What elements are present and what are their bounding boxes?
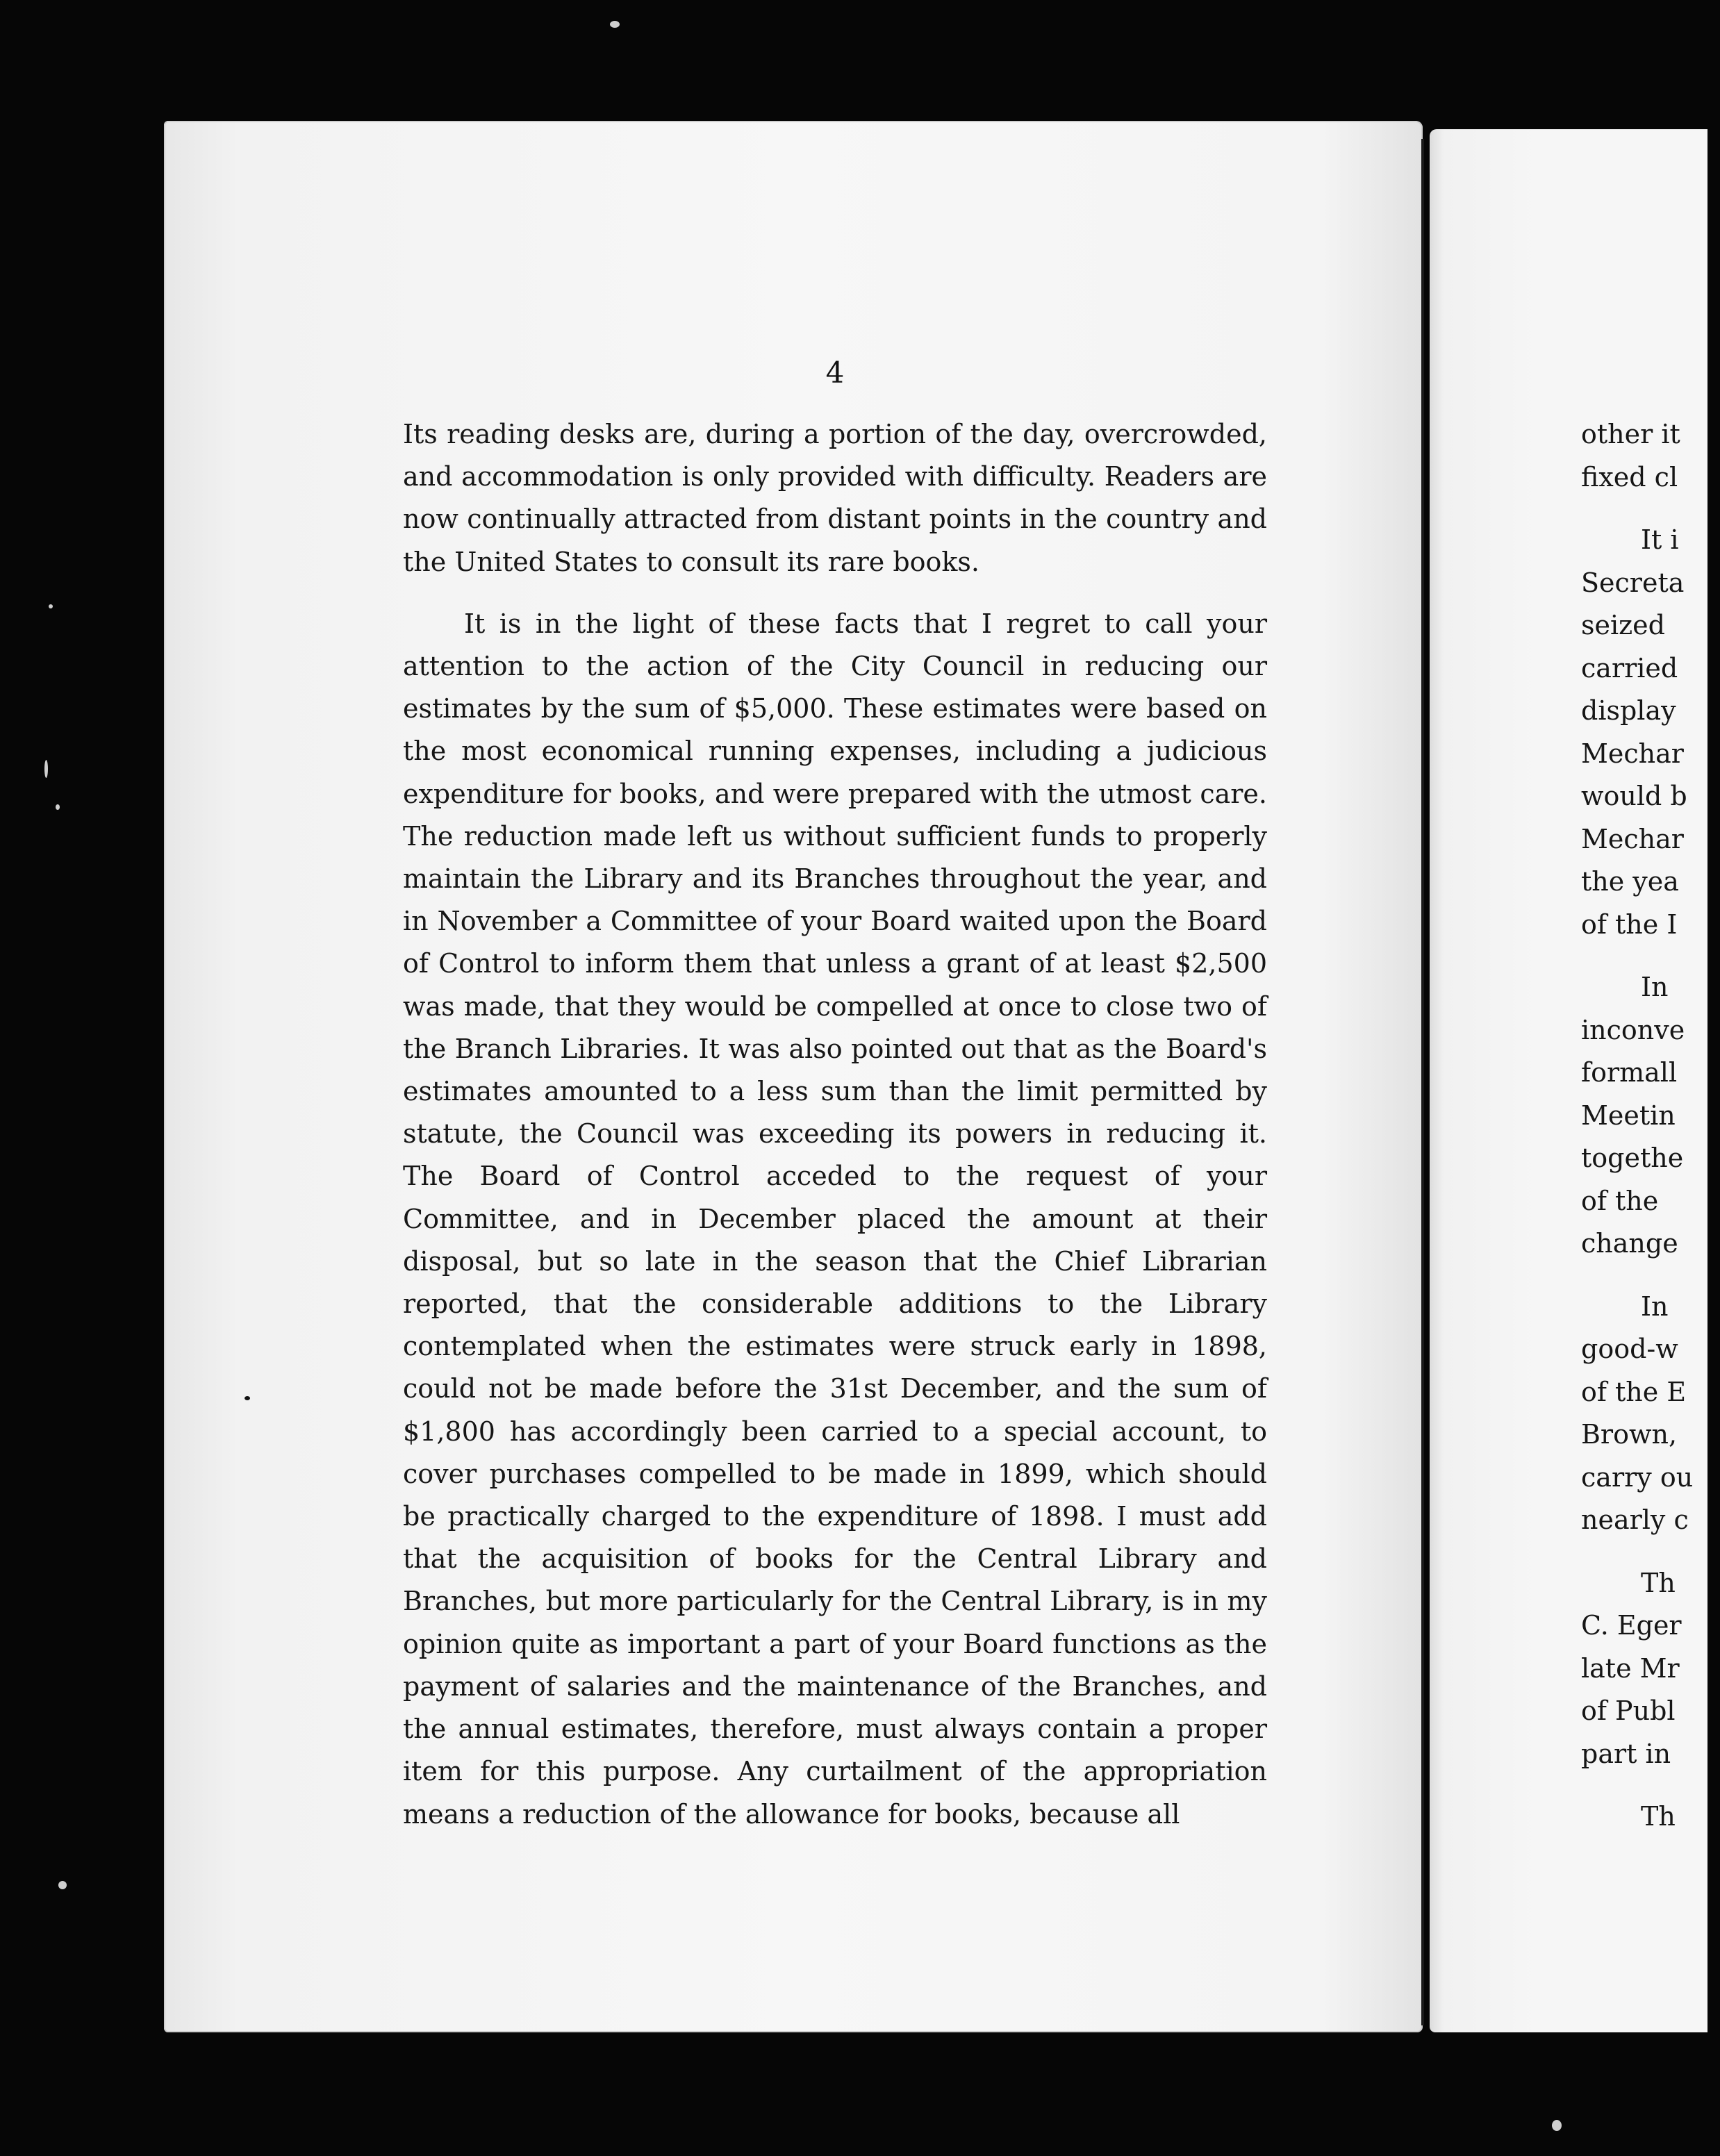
right-line: late Mr [1581,1652,1680,1684]
right-line: of the I [1581,909,1678,940]
right-line: Brown, [1581,1419,1678,1450]
left-page-body [403,413,1267,1836]
scan-speck [245,1396,250,1400]
right-line: good-w [1581,1334,1678,1364]
right-line: the yea [1581,866,1679,897]
right-line: of the E [1581,1376,1687,1407]
right-line: carry ou [1581,1461,1694,1493]
right-line: Mechar [1581,823,1684,854]
right-line: Th [1641,1567,1676,1598]
right-line: fixed cl [1581,461,1678,492]
right-line: It i [1641,524,1679,555]
scan-speck [49,604,53,608]
right-line: Meetin [1581,1100,1676,1131]
right-line: Mechar [1581,738,1684,769]
right-line: other it [1581,419,1680,449]
right-line: change [1581,1228,1678,1259]
scan-speck [56,804,60,810]
right-line: display [1581,695,1676,726]
right-line: carried [1581,652,1678,683]
right-line: Th [1641,1801,1676,1832]
paragraph-2: It is in the light of these facts that I regret to call your attention to the action of the City Council in reducing our estimates by the sum of $5,000. These estimates were based on the most economical running expenses, including a judicious expenditure for books, and were prepared with the utmost care. The reduction made left us without sufficient funds to properly maintain the Library and its Branches throughout the year, and in November a Committee of your Board waited upon the Board of Control to inform them that unless a grant of at least $2,500 was made, that they would be compelled at once to close two of the Branch Libraries. It was also pointed out that as the Board's estimates amounted to a less sum than the limit permitted by statute, the Council was exceeding its powers in reducing it. The Board of Control acceded to the request of your Committee, and in December placed the amount at their disposal, but so late in the season that the Chief Librarian reported, that the considerable additions to the Library contemplated when the estimates were struck early in 1898, could not be made before the 31st December, and the sum of $1,800 has accordingly been carried to a special account, to cover purchases compelled to be made in 1899, which should be practically charged to the expenditure of 1898. I must add that the acquisition of books for the Central Library and Branches, but more particularly for the Central Library, is in my opinion quite as important a part of your Board functions as the payment of salaries and the maintenance of the Branches, and the annual estimates, therefore, must always contain a proper item for this purpose. Any curtailment of the appropriation means a reduction of the allowance for books, because all [403,608,1267,1830]
right-line: part in [1581,1738,1671,1769]
scan-speck [58,1881,67,1889]
scan-speck [610,21,620,28]
right-line: would b [1581,781,1687,811]
page-number: 4 [825,356,845,390]
right-line: of Publ [1581,1695,1676,1726]
paragraph-1: Its reading desks are, during a portion of the day, overcrowded, and accommodation is only provided with difficulty. Readers are now continually attracted from distant points in the country and the United States to consult its rare books. [403,419,1267,577]
right-line: C. Eger [1581,1610,1682,1641]
right-line: of the [1581,1185,1659,1216]
right-line: In [1641,972,1669,1002]
right-line: nearly c [1581,1504,1689,1535]
right-line: inconve [1581,1014,1685,1045]
page-gutter [1421,139,1424,2025]
right-line: togethe [1581,1143,1684,1173]
right-line: formall [1581,1057,1678,1088]
scan-speck [1552,2120,1562,2131]
scan-speck [44,760,48,778]
right-page-body [1581,413,1720,1839]
right-line: Secreta [1581,567,1685,598]
right-line: In [1641,1291,1669,1322]
right-line: seized [1581,610,1665,640]
